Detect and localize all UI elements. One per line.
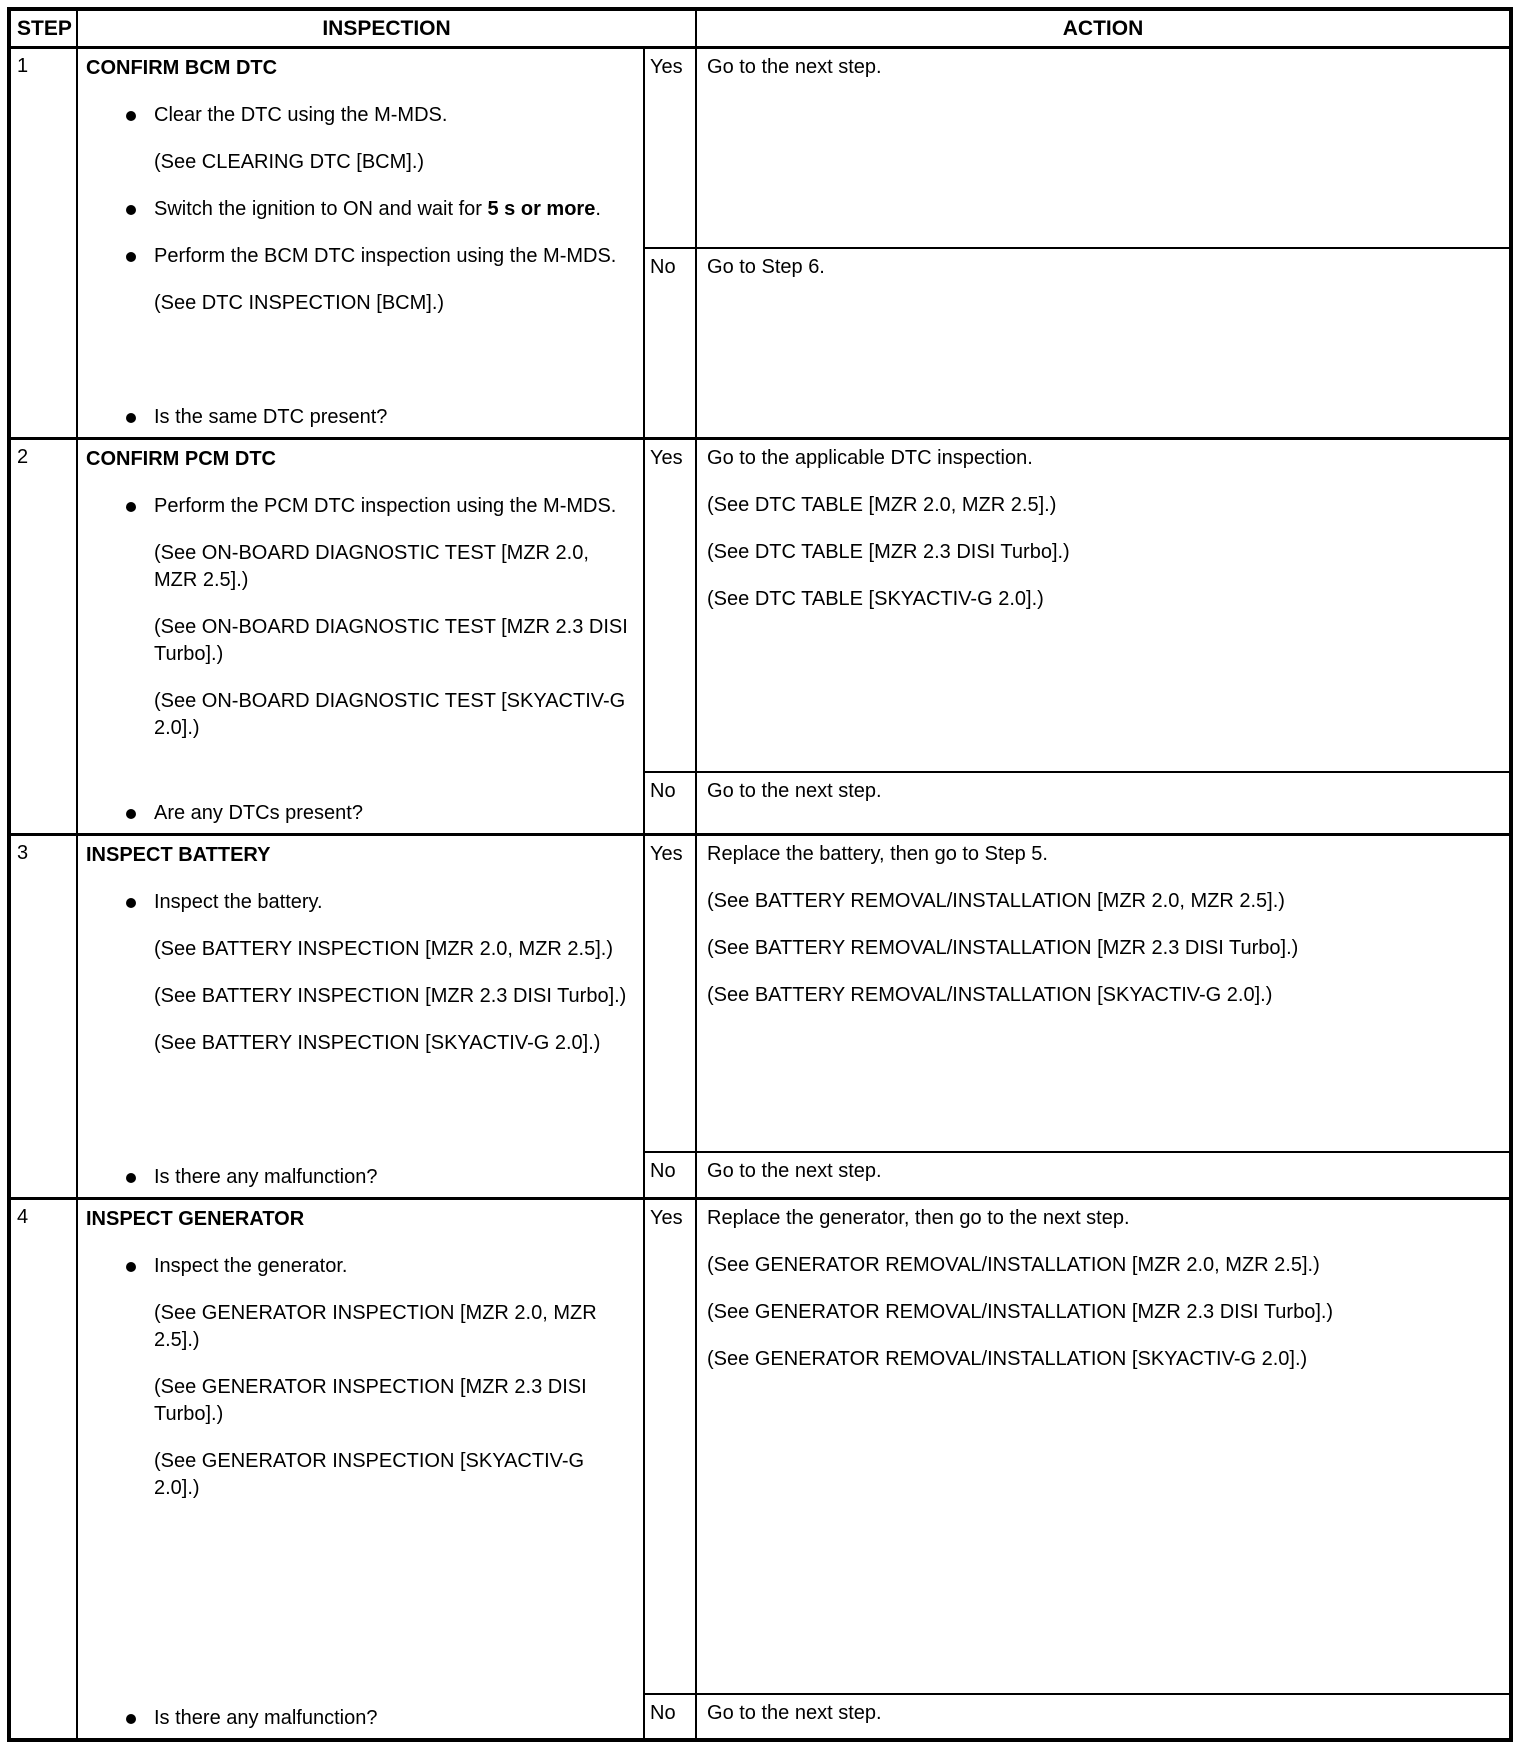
action-line: Go to Step 6.	[707, 256, 825, 278]
no-action-cell	[696, 1694, 1511, 1740]
reference-line	[154, 1030, 635, 1057]
bullet-text	[154, 800, 363, 827]
table-row	[9, 439, 1511, 773]
step-number-cell	[9, 1199, 77, 1741]
bullet-icon	[124, 196, 154, 223]
bullet-item	[124, 196, 635, 223]
inspection-cell	[77, 439, 644, 835]
text-part: Are any DTCs present?	[154, 802, 363, 824]
text-part: Perform the PCM DTC inspection using the M-MDS.	[154, 495, 617, 517]
text-part: Is there any malfunction?	[154, 1707, 378, 1729]
step-number-cell	[9, 439, 77, 835]
yes-action-cell	[696, 1199, 1511, 1694]
reference-line	[154, 983, 635, 1010]
bullet-item	[124, 102, 635, 129]
reference-line	[154, 149, 635, 176]
yes-label: Yes	[650, 843, 683, 865]
inspection-content	[86, 1206, 635, 1732]
bullet-icon	[124, 1253, 154, 1280]
header-step: STEP	[9, 9, 77, 48]
reference-line	[154, 688, 635, 742]
reference-line	[154, 614, 635, 668]
text-part: (See ON-BOARD DIAGNOSTIC TEST [SKYACTIV-G 2.0].)	[154, 690, 626, 739]
table-row	[9, 1199, 1511, 1694]
text-part: (See ON-BOARD DIAGNOSTIC TEST [MZR 2.0, MZR 2.5].)	[154, 542, 589, 591]
text-part: Is the same DTC present?	[154, 406, 388, 428]
reference-line	[154, 1374, 635, 1428]
inspection-cell	[77, 1199, 644, 1741]
action-line: Go to the applicable DTC inspection.	[707, 447, 1033, 469]
text-part: (See BATTERY INSPECTION [MZR 2.0, MZR 2.5].)	[154, 938, 613, 960]
reference-line	[154, 290, 635, 317]
action-line: (See DTC TABLE [SKYACTIV-G 2.0].)	[707, 588, 1044, 610]
inspection-content	[86, 446, 635, 827]
bullet-item	[124, 384, 635, 431]
no-label-cell	[644, 1694, 696, 1740]
inspection-content	[86, 842, 635, 1191]
inspection-title: INSPECT BATTERY	[86, 844, 271, 866]
troubleshooting-table	[7, 7, 1513, 1742]
text-part: Is there any malfunction?	[154, 1166, 378, 1188]
reference-line	[154, 936, 635, 963]
no-label: No	[650, 256, 676, 278]
no-label-cell	[644, 772, 696, 834]
bullet-text	[154, 1705, 377, 1732]
no-label-cell	[644, 248, 696, 439]
text-part: (See BATTERY INSPECTION [MZR 2.3 DISI Turbo].)	[154, 985, 627, 1007]
action-line: Replace the battery, then go to Step 5.	[707, 843, 1048, 865]
bullet-item	[124, 1685, 635, 1732]
reference-line	[154, 1300, 635, 1354]
bullet-icon	[124, 493, 154, 520]
header-row	[9, 9, 1511, 48]
text-part: Inspect the generator.	[154, 1255, 348, 1277]
no-action-cell	[696, 1152, 1511, 1198]
text-part: (See ON-BOARD DIAGNOSTIC TEST [MZR 2.3 DISI Turbo].)	[154, 616, 628, 665]
inspection-title: INSPECT GENERATOR	[86, 1208, 305, 1230]
no-label-cell	[644, 1152, 696, 1198]
step-number: 2	[17, 446, 29, 468]
no-label: No	[650, 1160, 676, 1183]
yes-label: Yes	[650, 56, 683, 78]
bullet-text	[154, 493, 616, 520]
bullet-item	[124, 1144, 635, 1191]
text-part: (See CLEARING DTC [BCM].)	[154, 151, 425, 173]
text-part: Clear the DTC using the M-MDS.	[154, 104, 448, 126]
yes-label-cell	[644, 48, 696, 249]
bullet-icon	[124, 102, 154, 129]
table-row	[9, 48, 1511, 249]
inspection-cell	[77, 48, 644, 439]
step-number: 1	[17, 55, 29, 77]
inspection-content	[86, 55, 635, 431]
inspection-title: CONFIRM BCM DTC	[86, 57, 278, 79]
action-line: (See GENERATOR REMOVAL/INSTALLATION [MZR 2.3 DISI Turbo].)	[707, 1301, 1334, 1323]
step-number: 4	[17, 1206, 29, 1228]
action-line: (See GENERATOR REMOVAL/INSTALLATION [MZR 2.0, MZR 2.5].)	[707, 1254, 1320, 1276]
bullet-text	[154, 1253, 347, 1280]
no-action-cell	[696, 772, 1511, 834]
yes-label: Yes	[650, 1207, 683, 1229]
bullet-text	[154, 196, 601, 223]
text-part: (See BATTERY INSPECTION [SKYACTIV-G 2.0].)	[154, 1032, 601, 1054]
bullet-text	[154, 102, 447, 129]
text-part: 5 s or more	[487, 198, 596, 220]
bullet-icon	[124, 243, 154, 270]
action-line: Go to the next step.	[707, 780, 882, 803]
action-line: (See GENERATOR REMOVAL/INSTALLATION [SKYACTIV-G 2.0].)	[707, 1348, 1308, 1370]
bullet-item	[124, 889, 635, 916]
step-number-cell	[9, 835, 77, 1199]
reference-line	[154, 1448, 635, 1502]
bullet-item	[124, 493, 635, 520]
yes-label-cell	[644, 835, 696, 1153]
yes-label-cell	[644, 1199, 696, 1694]
header-action: ACTION	[696, 9, 1511, 48]
bullet-icon	[124, 800, 154, 827]
inspection-cell	[77, 835, 644, 1199]
step-number-cell	[9, 48, 77, 439]
text-part: (See GENERATOR INSPECTION [MZR 2.0, MZR 2.5].)	[154, 1302, 597, 1351]
yes-action-cell	[696, 439, 1511, 773]
bullet-item	[124, 780, 635, 827]
no-label: No	[650, 780, 676, 803]
bullet-text	[154, 404, 387, 431]
bullet-icon	[124, 1705, 154, 1732]
action-line: (See DTC TABLE [MZR 2.0, MZR 2.5].)	[707, 494, 1057, 516]
text-part: Perform the BCM DTC inspection using the M-MDS.	[154, 245, 617, 267]
text-part: (See GENERATOR INSPECTION [SKYACTIV-G 2.0].)	[154, 1450, 585, 1499]
bullet-item	[124, 1253, 635, 1280]
action-line: (See BATTERY REMOVAL/INSTALLATION [MZR 2.3 DISI Turbo].)	[707, 937, 1299, 959]
bullet-text	[154, 889, 323, 916]
no-label: No	[650, 1701, 676, 1724]
text-part: .	[595, 198, 601, 220]
reference-line	[154, 540, 635, 594]
inspection-title: CONFIRM PCM DTC	[86, 448, 276, 470]
bullet-item	[124, 243, 635, 270]
yes-label: Yes	[650, 447, 683, 469]
text-part: Inspect the battery.	[154, 891, 323, 913]
yes-action-cell	[696, 48, 1511, 249]
yes-action-cell	[696, 835, 1511, 1153]
action-line: Go to the next step.	[707, 1701, 882, 1724]
bullet-icon	[124, 404, 154, 431]
text-part: Switch the ignition to ON and wait for	[154, 198, 488, 220]
action-line: (See BATTERY REMOVAL/INSTALLATION [SKYACTIV-G 2.0].)	[707, 984, 1273, 1006]
no-action-cell	[696, 248, 1511, 439]
action-line: (See BATTERY REMOVAL/INSTALLATION [MZR 2.0, MZR 2.5].)	[707, 890, 1285, 912]
step-number: 3	[17, 842, 29, 864]
action-line: (See DTC TABLE [MZR 2.3 DISI Turbo].)	[707, 541, 1070, 563]
bullet-icon	[124, 1164, 154, 1191]
header-inspection: INSPECTION	[77, 9, 696, 48]
action-line: Replace the generator, then go to the next step.	[707, 1207, 1130, 1229]
action-line: Go to the next step.	[707, 56, 882, 78]
bullet-text	[154, 1164, 377, 1191]
table-row	[9, 835, 1511, 1153]
bullet-text	[154, 243, 616, 270]
text-part: (See DTC INSPECTION [BCM].)	[154, 292, 445, 314]
action-line: Go to the next step.	[707, 1160, 882, 1183]
yes-label-cell	[644, 439, 696, 773]
text-part: (See GENERATOR INSPECTION [MZR 2.3 DISI Turbo].)	[154, 1376, 587, 1425]
bullet-icon	[124, 889, 154, 916]
